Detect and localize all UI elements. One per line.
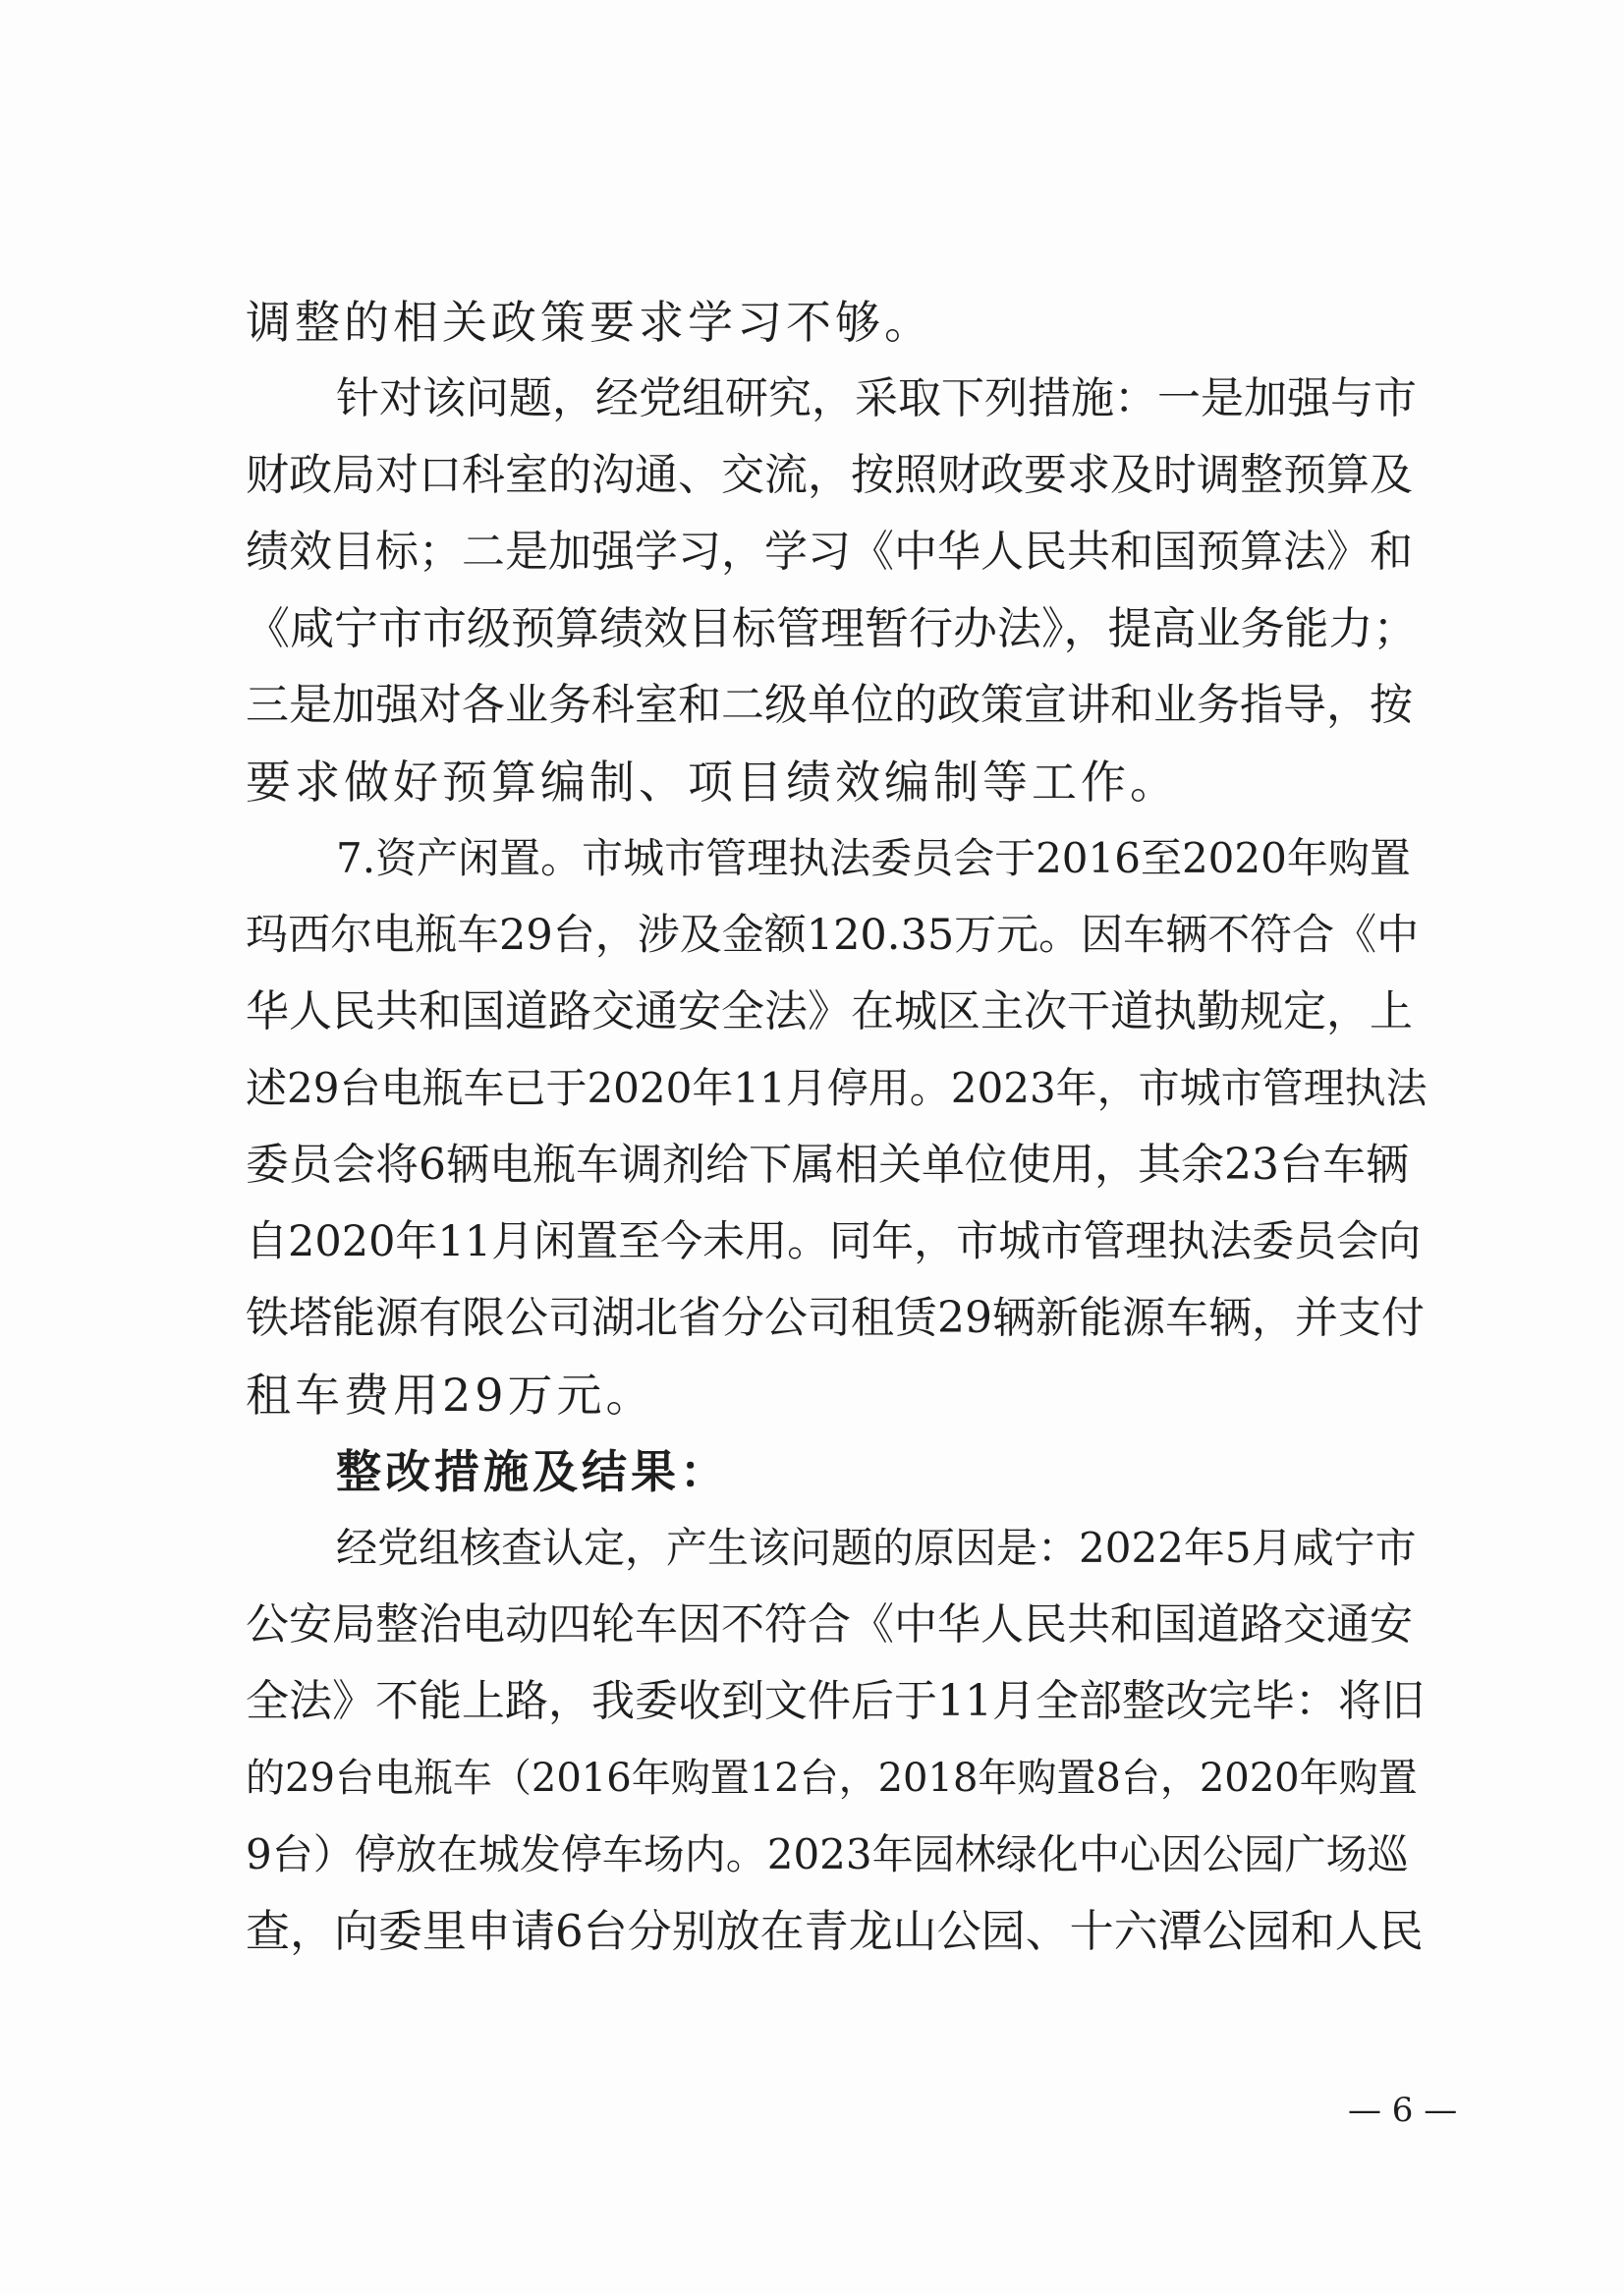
text-line: 述29台电瓶车已于2020年11月停用。2023年，市城市管理执法 [246, 1064, 1428, 1112]
text-line: 查，向委里申请6台分别放在青龙山公园、十六潭公园和人民 [246, 1905, 1424, 1957]
text-line: 经党组核查认定，产生该问题的原因是：2022年5月咸宁市 [336, 1524, 1417, 1572]
text-line: 7.资产闲置。市城市管理执法委员会于2016至2020年购置 [336, 834, 1411, 882]
text-line: 9台）停放在城发停车场内。2023年园林绿化中心因公园广场巡 [246, 1830, 1409, 1878]
text-line: 铁塔能源有限公司湖北省分公司租赁29辆新能源车辆，并支付 [246, 1293, 1425, 1343]
text-line: 的29台电瓶车（2016年购置12台，2018年购置8台，2020年购置 [246, 1756, 1418, 1801]
text-line: 全法》不能上路，我委收到文件后于11月全部整改完毕：将旧 [246, 1676, 1425, 1726]
text-line: 要求做好预算编制、项目绩效编制等工作。 [246, 756, 1179, 809]
section-heading: 整改措施及结果： [336, 1445, 729, 1498]
text-line: 财政局对口科室的沟通、交流，按照财政要求及时调整预算及 [246, 450, 1413, 500]
text-line: 三是加强对各业务科室和二级单位的政策宣讲和业务指导，按 [246, 680, 1413, 730]
text-line: 玛西尔电瓶车29台，涉及金额120.35万元。因车辆不符合《中 [246, 911, 1420, 960]
text-line: 自2020年11月闲置至今未用。同年，市城市管理执法委员会向 [246, 1217, 1422, 1266]
text-line: 委员会将6辆电瓶车调剂给下属相关单位使用，其余23台车辆 [246, 1140, 1409, 1190]
page-number: — 6 — [1348, 2091, 1458, 2130]
text-line: 公安局整治电动四轮车因不符合《中华人民共和国道路交通安 [246, 1599, 1413, 1650]
text-line: 华人民共和国道路交通安全法》在城区主次干道执勤规定，上 [246, 986, 1413, 1036]
text-line: 绩效目标；二是加强学习，学习《中华人民共和国预算法》和 [246, 527, 1413, 577]
text-line: 针对该问题，经党组研究，采取下列措施：一是加强与市 [336, 373, 1417, 423]
text-line: 调整的相关政策要求学习不够。 [246, 296, 933, 349]
text-line: 《咸宁市市级预算绩效目标管理暂行办法》，提高业务能力； [246, 602, 1418, 654]
text-line: 租车费用29万元。 [246, 1369, 655, 1422]
